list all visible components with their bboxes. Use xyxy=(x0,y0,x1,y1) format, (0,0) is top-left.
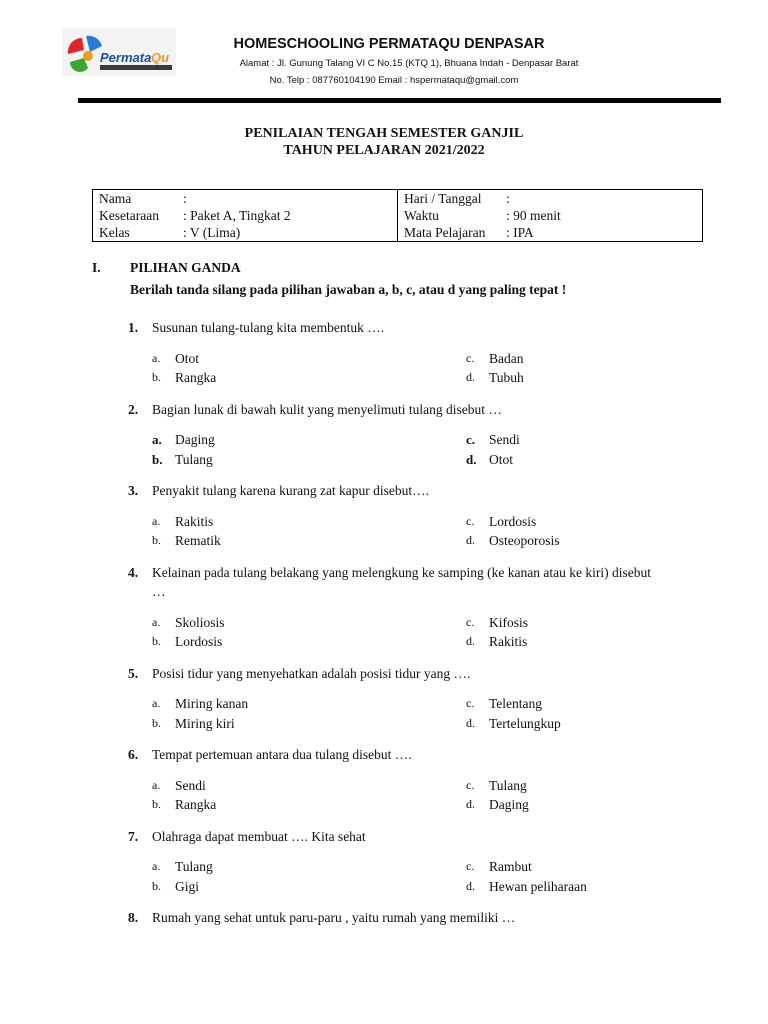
option-text: Hewan peliharaan xyxy=(489,878,587,894)
answer-option[interactable] xyxy=(152,613,466,633)
question-text: Tempat pertemuan antara dua tulang disebut …. xyxy=(152,747,412,762)
option-letter: d. xyxy=(466,634,475,648)
option-text: Sendi xyxy=(489,432,520,447)
option-text: Miring kiri xyxy=(175,715,235,731)
answer-option[interactable] xyxy=(152,349,466,369)
option-text: Lordosis xyxy=(175,634,223,649)
info-row xyxy=(404,207,696,224)
section-instruction: Berilah tanda silang pada pilihan jawaban a, b, c, atau d yang paling tepat ! xyxy=(130,282,567,297)
answer-option[interactable] xyxy=(152,776,466,796)
answer-option[interactable] xyxy=(466,632,666,652)
option-letter: b. xyxy=(152,370,161,384)
option-text: Rangka xyxy=(175,797,217,812)
answer-option[interactable] xyxy=(152,714,466,734)
answer-option[interactable] xyxy=(466,795,666,815)
option-text: Osteoporosis xyxy=(489,533,560,548)
option-letter: b. xyxy=(152,797,161,811)
option-text: Lordosis xyxy=(489,513,537,529)
exam-title: PENILAIAN TENGAH SEMESTER GANJIL xyxy=(244,126,524,141)
option-letter: a. xyxy=(152,859,161,873)
option-text: Tubuh xyxy=(489,370,524,385)
answer-options xyxy=(152,349,658,388)
question-number: 4. xyxy=(128,564,139,580)
option-letter: b. xyxy=(152,634,161,648)
answer-options xyxy=(152,430,658,469)
question-number: 1. xyxy=(128,320,139,335)
question xyxy=(128,563,658,602)
info-label: Mata Pelajaran xyxy=(404,225,486,240)
answer-option[interactable] xyxy=(466,857,666,877)
answer-option[interactable] xyxy=(466,613,666,633)
answer-option[interactable] xyxy=(466,349,666,369)
answer-option[interactable] xyxy=(152,694,466,714)
answer-option[interactable] xyxy=(466,512,666,532)
option-text: Otot xyxy=(175,350,200,366)
question-number: 8. xyxy=(128,910,139,925)
question-list xyxy=(128,318,658,939)
question-text: Bagian lunak di bawah kulit yang menyelimuti tulang disebut … xyxy=(152,401,502,417)
option-letter: b. xyxy=(152,533,161,547)
question-text: Penyakit tulang karena kurang zat kapur disebut…. xyxy=(152,483,430,498)
answer-option[interactable] xyxy=(152,512,466,532)
answer-option[interactable] xyxy=(152,531,466,551)
answer-option[interactable] xyxy=(152,368,466,388)
option-text: Tertelungkup xyxy=(489,715,561,731)
info-value: : 90 menit xyxy=(506,208,561,223)
section-number: I. xyxy=(92,260,101,275)
answer-option[interactable] xyxy=(466,877,666,897)
option-text: Rematik xyxy=(175,533,221,548)
question-text: Posisi tidur yang menyehatkan adalah posisi tidur yang …. xyxy=(152,665,471,681)
question-number: 7. xyxy=(128,828,139,844)
info-value: : V (Lima) xyxy=(183,225,241,240)
exam-year: TAHUN PELAJARAN 2021/2022 xyxy=(283,143,485,158)
option-letter: d. xyxy=(466,451,477,467)
answer-option[interactable] xyxy=(152,795,466,815)
student-info-table xyxy=(92,189,703,242)
option-letter: d. xyxy=(466,370,475,384)
option-text: Tulang xyxy=(175,859,213,874)
option-text: Telentang xyxy=(489,696,543,711)
info-value: : xyxy=(506,191,510,206)
answer-options xyxy=(152,776,658,815)
option-text: Sendi xyxy=(175,777,206,793)
option-letter: a. xyxy=(152,777,161,792)
info-row xyxy=(99,190,391,207)
info-label: Kelas xyxy=(99,225,130,240)
info-label: Hari / Tanggal xyxy=(404,191,482,206)
option-letter: a. xyxy=(152,696,161,710)
option-letter: d. xyxy=(466,878,475,893)
answer-options xyxy=(152,613,658,652)
question-text: Olahraga dapat membuat …. Kita sehat xyxy=(152,828,366,844)
question xyxy=(128,481,658,501)
option-text: Gigi xyxy=(175,878,200,894)
option-letter: c. xyxy=(466,859,475,873)
question xyxy=(128,745,658,765)
question xyxy=(128,664,658,684)
info-value: : xyxy=(183,191,187,206)
question-number: 2. xyxy=(128,401,139,417)
option-letter: c. xyxy=(466,696,475,710)
info-value: : Paket A, Tingkat 2 xyxy=(183,208,291,223)
answer-options xyxy=(152,857,658,896)
answer-options xyxy=(152,512,658,551)
answer-option[interactable] xyxy=(152,450,466,470)
option-text: Badan xyxy=(489,350,524,366)
option-letter: c. xyxy=(466,432,476,447)
option-text: Skoliosis xyxy=(175,614,225,630)
answer-option[interactable] xyxy=(466,531,666,551)
svg-text:Permata: Permata xyxy=(100,50,152,65)
question-number: 5. xyxy=(128,665,139,681)
option-letter: c. xyxy=(466,513,475,528)
info-row xyxy=(404,224,696,241)
info-label: Nama xyxy=(99,191,132,206)
option-text: Kifosis xyxy=(489,614,529,630)
answer-option[interactable] xyxy=(466,714,666,734)
answer-option[interactable] xyxy=(466,694,666,714)
answer-option[interactable] xyxy=(152,857,466,877)
question xyxy=(128,318,658,338)
option-letter: c. xyxy=(466,614,475,629)
option-text: Miring kanan xyxy=(175,696,249,711)
option-letter: d. xyxy=(466,797,475,811)
info-row xyxy=(99,207,391,224)
question-text: Rumah yang sehat untuk paru-paru , yaitu rumah yang memiliki … xyxy=(152,910,516,925)
section-label: PILIHAN GANDA xyxy=(130,260,241,275)
question-number: 6. xyxy=(128,747,139,762)
option-text: Rakitis xyxy=(489,634,528,649)
question-text: Susunan tulang-tulang kita membentuk …. xyxy=(152,320,385,335)
option-letter: b. xyxy=(152,715,161,730)
answer-option[interactable] xyxy=(152,877,466,897)
info-label: Waktu xyxy=(404,208,439,223)
option-text: Rakitis xyxy=(175,513,214,529)
answer-option[interactable] xyxy=(466,776,666,796)
info-row xyxy=(404,190,696,207)
info-label: Kesetaraan xyxy=(99,208,159,223)
school-name: HOMESCHOOLING PERMATAQU DENPASAR xyxy=(233,36,545,52)
option-text: Daging xyxy=(489,797,529,812)
svg-text:Qu: Qu xyxy=(151,50,170,65)
school-address: Alamat : Jl. Gunung Talang VI C No.15 (KTQ 1), Bhuana Indah - Denpasar Barat xyxy=(239,58,579,69)
info-value: : IPA xyxy=(506,225,534,240)
school-contact: No. Telp : 087760104190 Email : hspermataqu@gmail.com xyxy=(269,75,519,86)
option-letter: a. xyxy=(152,350,161,365)
option-letter: a. xyxy=(152,513,161,528)
option-letter: c. xyxy=(466,777,475,792)
option-letter: d. xyxy=(466,715,475,730)
info-left xyxy=(93,190,398,242)
option-letter: a. xyxy=(152,614,161,629)
info-row xyxy=(99,224,391,241)
question xyxy=(128,400,658,420)
header-divider xyxy=(78,98,721,103)
question xyxy=(128,827,658,847)
answer-options xyxy=(152,694,658,733)
answer-option[interactable] xyxy=(152,632,466,652)
option-text: Rangka xyxy=(175,370,217,385)
question-number: 3. xyxy=(128,483,139,498)
option-text: Rambut xyxy=(489,859,532,874)
answer-option[interactable] xyxy=(466,450,666,470)
option-text: Tulang xyxy=(175,451,213,467)
question-text: Kelainan pada tulang belakang yang melengkung ke samping (ke kanan atau ke kiri) disebut … xyxy=(152,564,651,599)
option-letter: d. xyxy=(466,533,475,547)
option-letter: b. xyxy=(152,451,163,467)
answer-option[interactable] xyxy=(466,368,666,388)
question xyxy=(128,908,658,928)
option-text: Daging xyxy=(175,432,215,447)
option-letter: b. xyxy=(152,878,161,893)
option-text: Otot xyxy=(489,451,514,467)
option-text: Tulang xyxy=(489,777,527,793)
option-letter: a. xyxy=(152,432,162,447)
answer-option[interactable] xyxy=(466,430,666,450)
answer-option[interactable] xyxy=(152,430,466,450)
info-right xyxy=(398,190,703,242)
option-letter: c. xyxy=(466,350,475,365)
